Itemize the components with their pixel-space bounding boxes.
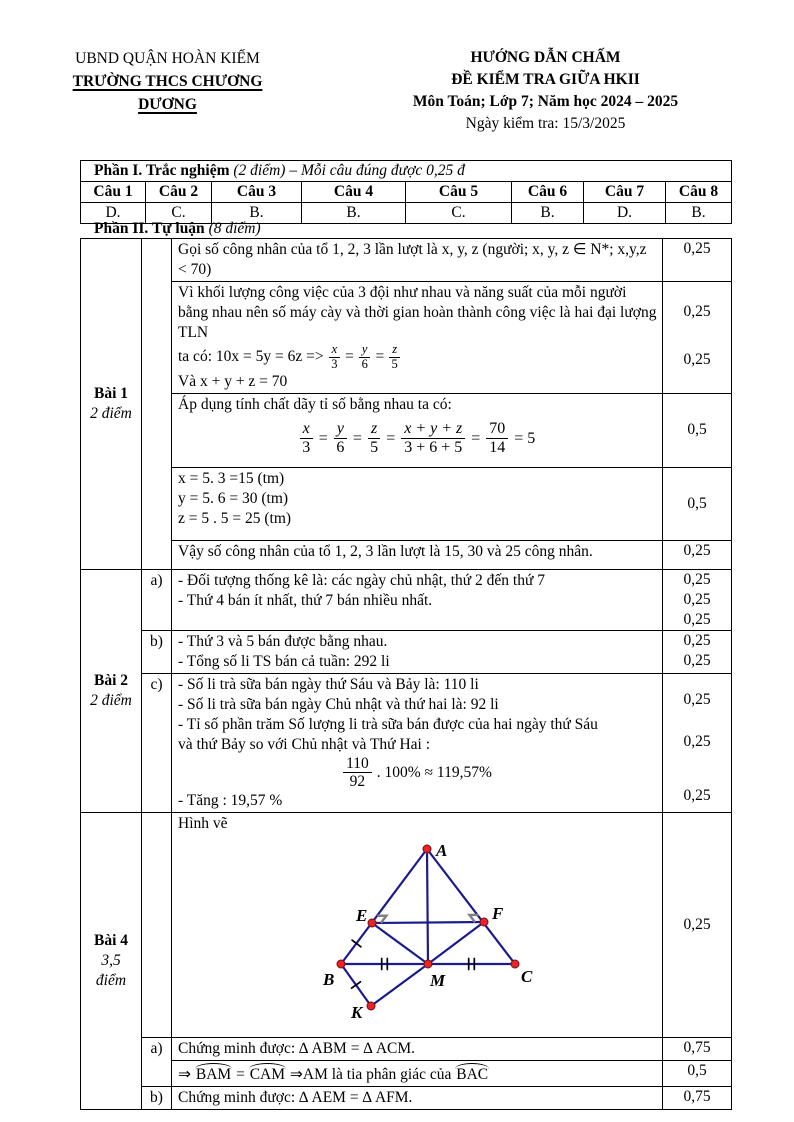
table-row xyxy=(81,1060,732,1086)
equation-line: ta có: 10x = 5y = 6z => $\frac{x}{3}$ = $\frac{y}{6}$ = $\frac{z}{5}$ xyxy=(178,343,657,372)
answer-cell: B. xyxy=(212,203,302,224)
bai2-points-label: 2 điểm xyxy=(90,691,132,709)
bai4a2-content: ⇒ BAM = CAM ⇒AM là tia phân giác của BAC xyxy=(172,1060,663,1086)
bai1-row5-content: Vậy số công nhân của tổ 1, 2, 3 lần lượt là 15, 30 và 25 công nhân. xyxy=(172,540,663,569)
table-row xyxy=(81,569,732,630)
points-cell: 0,25 xyxy=(663,540,732,569)
points-cell: 0,75 xyxy=(663,1037,732,1060)
header-left-block xyxy=(55,47,280,116)
equation-line: $\frac{110}{92}$ . 100% ≈ 119,57% xyxy=(178,755,657,791)
bai4a-key-cell: a) xyxy=(142,1037,172,1086)
point-label-A: A xyxy=(436,840,448,860)
doc-title: HƯỚNG DẪN CHẤM xyxy=(470,49,621,66)
bai2c-key-cell: c) xyxy=(142,673,172,812)
bai1-row4-content: x = 5. 3 =15 (tm) y = 5. 6 = 30 (tm) z = 5 . 5 = 25 (tm) xyxy=(172,467,663,540)
answer-cell: D. xyxy=(584,203,666,224)
column-header: Câu 4 xyxy=(302,182,406,203)
bai4-points-label2: điểm xyxy=(95,971,127,989)
table-row xyxy=(81,673,732,812)
point-B xyxy=(337,960,345,968)
points-cell: 0,25 0,25 xyxy=(663,630,732,673)
table-row xyxy=(81,182,732,203)
point-A xyxy=(423,845,431,853)
points-cell: 0,25 xyxy=(663,239,732,282)
bai4-points-label: 3,5 xyxy=(101,951,121,969)
bai1-row1-content: Gọi số công nhân của tổ 1, 2, 3 lần lượt là x, y, z (người; x, y, z ∈ N*; x,y,z < 70) xyxy=(172,239,663,282)
point-label-M: M xyxy=(430,970,446,990)
answer-cell: D. xyxy=(81,203,146,224)
angle-BAM: BAM xyxy=(195,1065,232,1083)
part1-title-italic: (2 điểm) – Mỗi câu đúng được 0,25 đ xyxy=(233,162,465,179)
bai1-row3-content: Áp dụng tính chất dãy tỉ số bằng nhau ta có: $\frac{x}{3}$ = $\frac{y}{6}$ = $\frac{z}{5}$ = $\frac{x + y + z}{3 + 6 + 5}$ = $\frac{70}{14}$ = 5 xyxy=(172,393,663,467)
bai2a-key-cell: a) xyxy=(142,569,172,630)
part2-title-bold: Phần II. Tự luận xyxy=(94,220,205,237)
point-E xyxy=(368,919,376,927)
point-K xyxy=(367,1002,375,1010)
essay-table xyxy=(80,238,732,1110)
point-label-F: F xyxy=(492,903,504,923)
bai4b-key-cell: b) xyxy=(142,1086,172,1109)
angle-CAM: CAM xyxy=(249,1065,286,1083)
point-label-K: K xyxy=(351,1002,363,1022)
bai2c-content: - Số li trà sữa bán ngày thứ Sáu và Bảy là: 110 li - Số li trà sữa bán ngày Chủ nhật và thứ hai là: 92 li - Tỉ số phần trăm Số lượng li trà sữa bán được của hai ngày thứ Sáu và thứ Bảy so với Chủ nhật và Thứ Hai : $\frac{110}{92}$ . 100% ≈ 119,57% - Tăng : 19,57 % xyxy=(172,673,663,812)
org-name: UBND QUẬN HOÀN KIẾM xyxy=(75,50,260,67)
subject-line: Môn Toán; Lớp 7; Năm học 2024 – 2025 xyxy=(412,93,679,110)
bai2b-key-cell: b) xyxy=(142,630,172,673)
answer-cell: B. xyxy=(512,203,584,224)
bai2b-content: - Thứ 3 và 5 bán được bằng nhau. - Tổng số li TS bán cả tuần: 292 li xyxy=(172,630,663,673)
bai4-label-cell xyxy=(81,812,142,1109)
bai1-label: Bài 1 xyxy=(93,384,129,402)
part2-title xyxy=(94,220,261,238)
column-header: Câu 7 xyxy=(584,182,666,203)
part1-title xyxy=(81,161,732,182)
bai1-row2-content: Vì khối lượng công việc của 3 đội như nhau và năng suất của mỗi người bằng nhau nên số máy cày và thời gian hoàn thành công việc là hai đại lượng TLN ta có: 10x = 5y = 6z => $\frac{x}{3}$ = $\frac{y}{6}$ = $\frac{z}{5}$ Và x + y + z = 70 xyxy=(172,282,663,394)
table-row xyxy=(81,393,732,467)
multiple-choice-table xyxy=(80,160,732,224)
table-row xyxy=(81,630,732,673)
table-row xyxy=(81,1086,732,1109)
bai4-label: Bài 4 xyxy=(93,931,129,949)
angle-BAC: BAC xyxy=(456,1065,489,1083)
point-label-E: E xyxy=(356,905,368,925)
answer-cell: C. xyxy=(406,203,512,224)
part2-title-italic: (8 điểm) xyxy=(208,220,261,237)
points-cell: 0,25 0,25 xyxy=(663,282,732,394)
column-header: Câu 3 xyxy=(212,182,302,203)
school-name: TRƯỜNG THCS CHƯƠNG DƯƠNG xyxy=(72,73,263,113)
table-row xyxy=(81,540,732,569)
bai1-subkey-cell xyxy=(142,239,172,570)
points-cell: 0,5 xyxy=(663,467,732,540)
bai4a1-content: Chứng minh được: ∆ ABM = ∆ ACM. xyxy=(172,1037,663,1060)
point-M xyxy=(424,960,432,968)
geometry-figure xyxy=(306,834,657,1036)
point-C xyxy=(511,960,519,968)
header-right-block xyxy=(378,47,713,135)
column-header: Câu 8 xyxy=(666,182,732,203)
exam-title: ĐỀ KIỂM TRA GIỮA HKII xyxy=(451,71,640,88)
point-F xyxy=(480,918,488,926)
bai2-label-cell xyxy=(81,569,142,812)
bai1-label-cell xyxy=(81,239,142,570)
column-header: Câu 2 xyxy=(146,182,212,203)
table-row xyxy=(81,161,732,182)
points-cell: 0,25 0,25 0,25 xyxy=(663,673,732,812)
figure-caption: Hình vẽ xyxy=(178,814,228,832)
bai1-points-label: 2 điểm xyxy=(90,404,132,422)
answer-cell: B. xyxy=(666,203,732,224)
table-row xyxy=(81,812,732,1037)
points-cell: 0,5 xyxy=(663,393,732,467)
answer-cell: B. xyxy=(302,203,406,224)
table-row xyxy=(81,1037,732,1060)
answer-cell: C. xyxy=(146,203,212,224)
points-cell: 0,25 0,25 0,25 xyxy=(663,569,732,630)
points-cell: 0,5 xyxy=(663,1060,732,1086)
points-cell: 0,75 xyxy=(663,1086,732,1109)
column-header: Câu 5 xyxy=(406,182,512,203)
bai4b-content: Chứng minh được: ∆ AEM = ∆ AFM. xyxy=(172,1086,663,1109)
point-label-C: C xyxy=(521,966,533,986)
point-label-B: B xyxy=(323,969,335,989)
bai2a-content: - Đối tượng thống kê là: các ngày chủ nhật, thứ 2 đến thứ 7 - Thứ 4 bán ít nhất, thứ 7 bán nhiều nhất. xyxy=(172,569,663,630)
bai4-fig-key-cell xyxy=(142,812,172,1037)
column-header: Câu 1 xyxy=(81,182,146,203)
bai4-figure-cell xyxy=(172,812,663,1037)
table-row xyxy=(81,282,732,394)
equation-line: $\frac{x}{3}$ = $\frac{y}{6}$ = $\frac{z}{5}$ = $\frac{x + y + z}{3 + 6 + 5}$ = $\frac{70}{14}$ = 5 xyxy=(178,418,657,460)
points-cell: 0,25 xyxy=(663,812,732,1037)
triangle-figure-svg xyxy=(306,834,566,1030)
table-row xyxy=(81,467,732,540)
exam-date: Ngày kiểm tra: 15/3/2025 xyxy=(465,115,626,132)
part1-title-bold: Phần I. Trắc nghiệm xyxy=(94,162,230,179)
bai2-label: Bài 2 xyxy=(93,671,129,689)
table-row xyxy=(81,239,732,282)
column-header: Câu 6 xyxy=(512,182,584,203)
